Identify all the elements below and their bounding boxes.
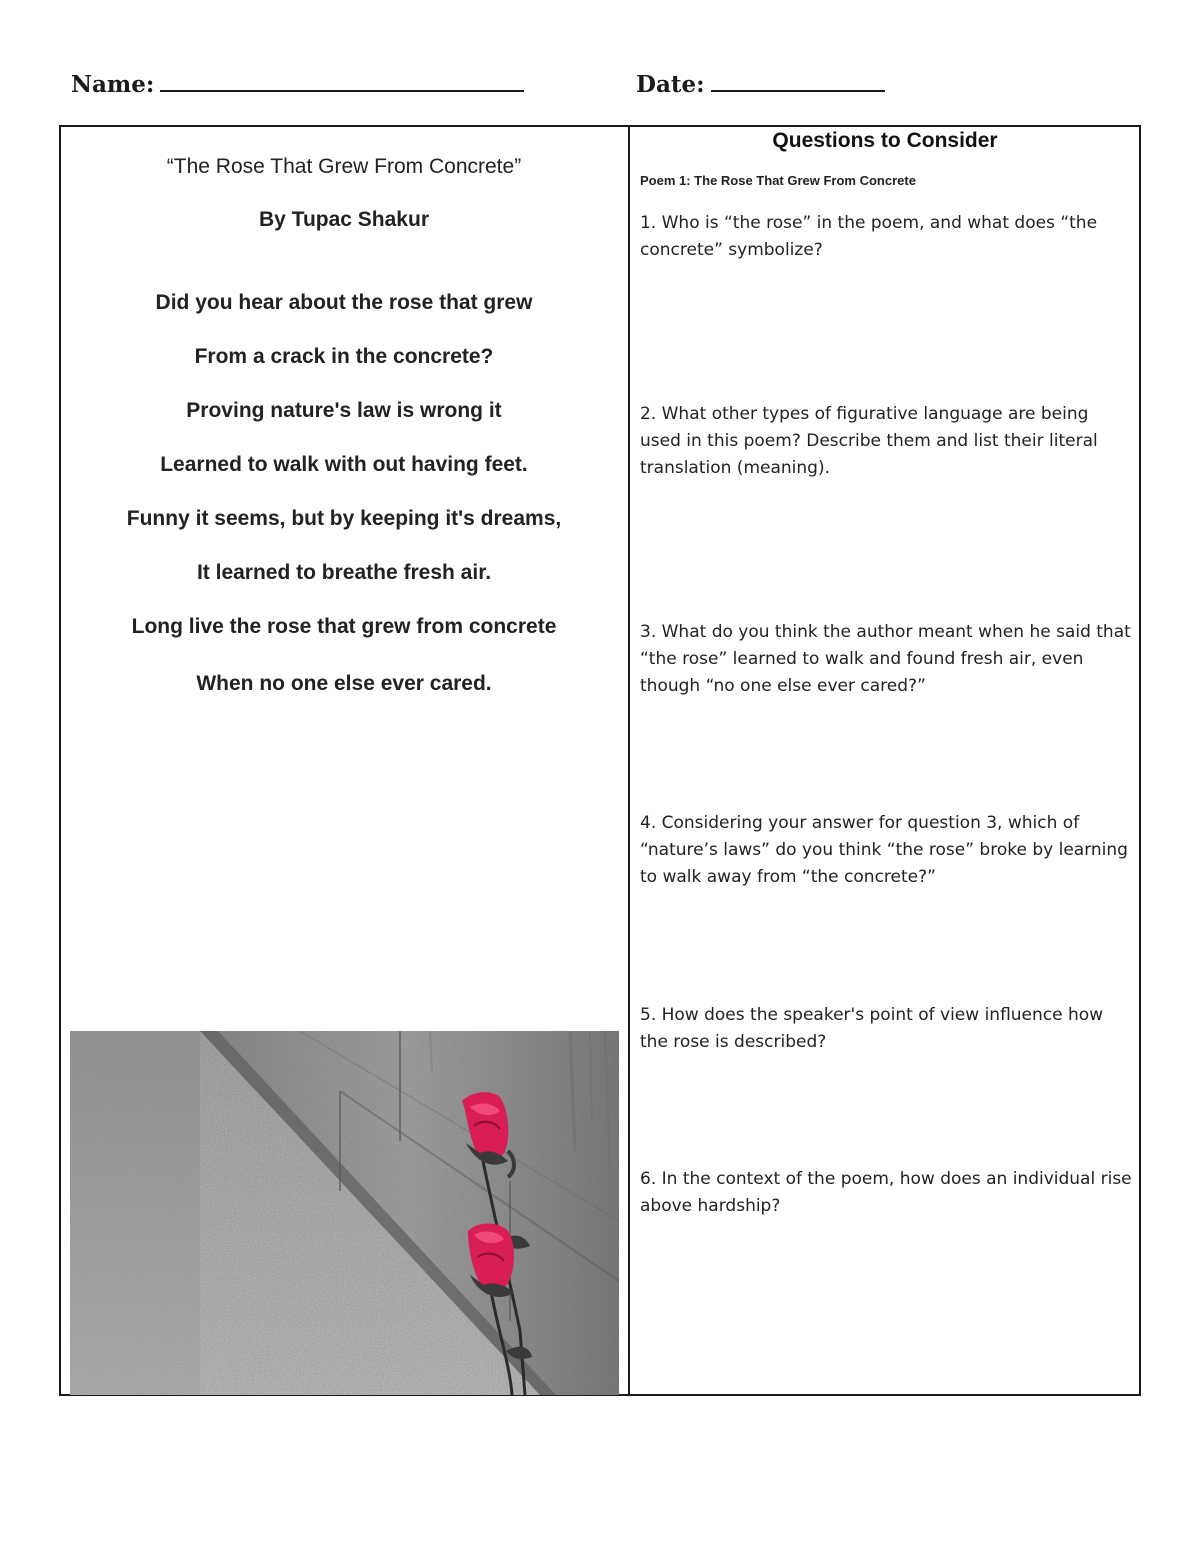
poem-author: By Tupac Shakur <box>259 208 429 231</box>
questions-heading: Questions to Consider <box>772 129 998 152</box>
date-field[interactable] <box>636 70 885 100</box>
poem-line: It learned to breathe fresh air. <box>196 561 492 584</box>
poem-line: Did you hear about the rose that grew <box>155 291 533 314</box>
rose-photo-illustration <box>70 1031 619 1395</box>
date-label: Date: <box>636 71 705 98</box>
column-divider <box>628 125 630 1396</box>
poem-line: Funny it seems, but by keeping it's dreams, <box>126 507 562 530</box>
poem-line: Learned to walk with out having feet. <box>160 453 528 476</box>
rose-photo <box>70 1031 619 1395</box>
date-blank-line[interactable] <box>711 70 885 92</box>
poem-line: Long live the rose that grew from concrete <box>131 615 557 638</box>
question-item: 4. Considering your answer for question 3, which of “nature’s laws” do you think “the rose” broke by learning to walk away from “the concrete?” <box>640 813 1128 887</box>
poem-line: From a crack in the concrete? <box>194 345 494 368</box>
questions-subheading: Poem 1: The Rose That Grew From Concrete <box>640 173 916 188</box>
poem-line: When no one else ever cared. <box>196 672 492 695</box>
name-label: Name: <box>71 71 155 98</box>
poem-line: Proving nature's law is wrong it <box>186 399 502 422</box>
name-blank-line[interactable] <box>160 70 524 92</box>
question-item: 3. What do you think the author meant when he said that “the rose” learned to walk and found fresh air, even though “no one else ever cared?” <box>640 622 1131 696</box>
question-item: 1. Who is “the rose” in the poem, and what does “the concrete” symbolize? <box>640 213 1098 260</box>
poem-title: “The Rose That Grew From Concrete” <box>166 155 522 178</box>
question-item: 2. What other types of figurative language are being used in this poem? Describe them and list their literal translation (meaning). <box>640 404 1098 478</box>
name-field[interactable] <box>71 70 524 100</box>
question-item: 6. In the context of the poem, how does an individual rise above hardship? <box>640 1169 1132 1216</box>
question-item: 5. How does the speaker's point of view influence how the rose is described? <box>640 1005 1104 1052</box>
